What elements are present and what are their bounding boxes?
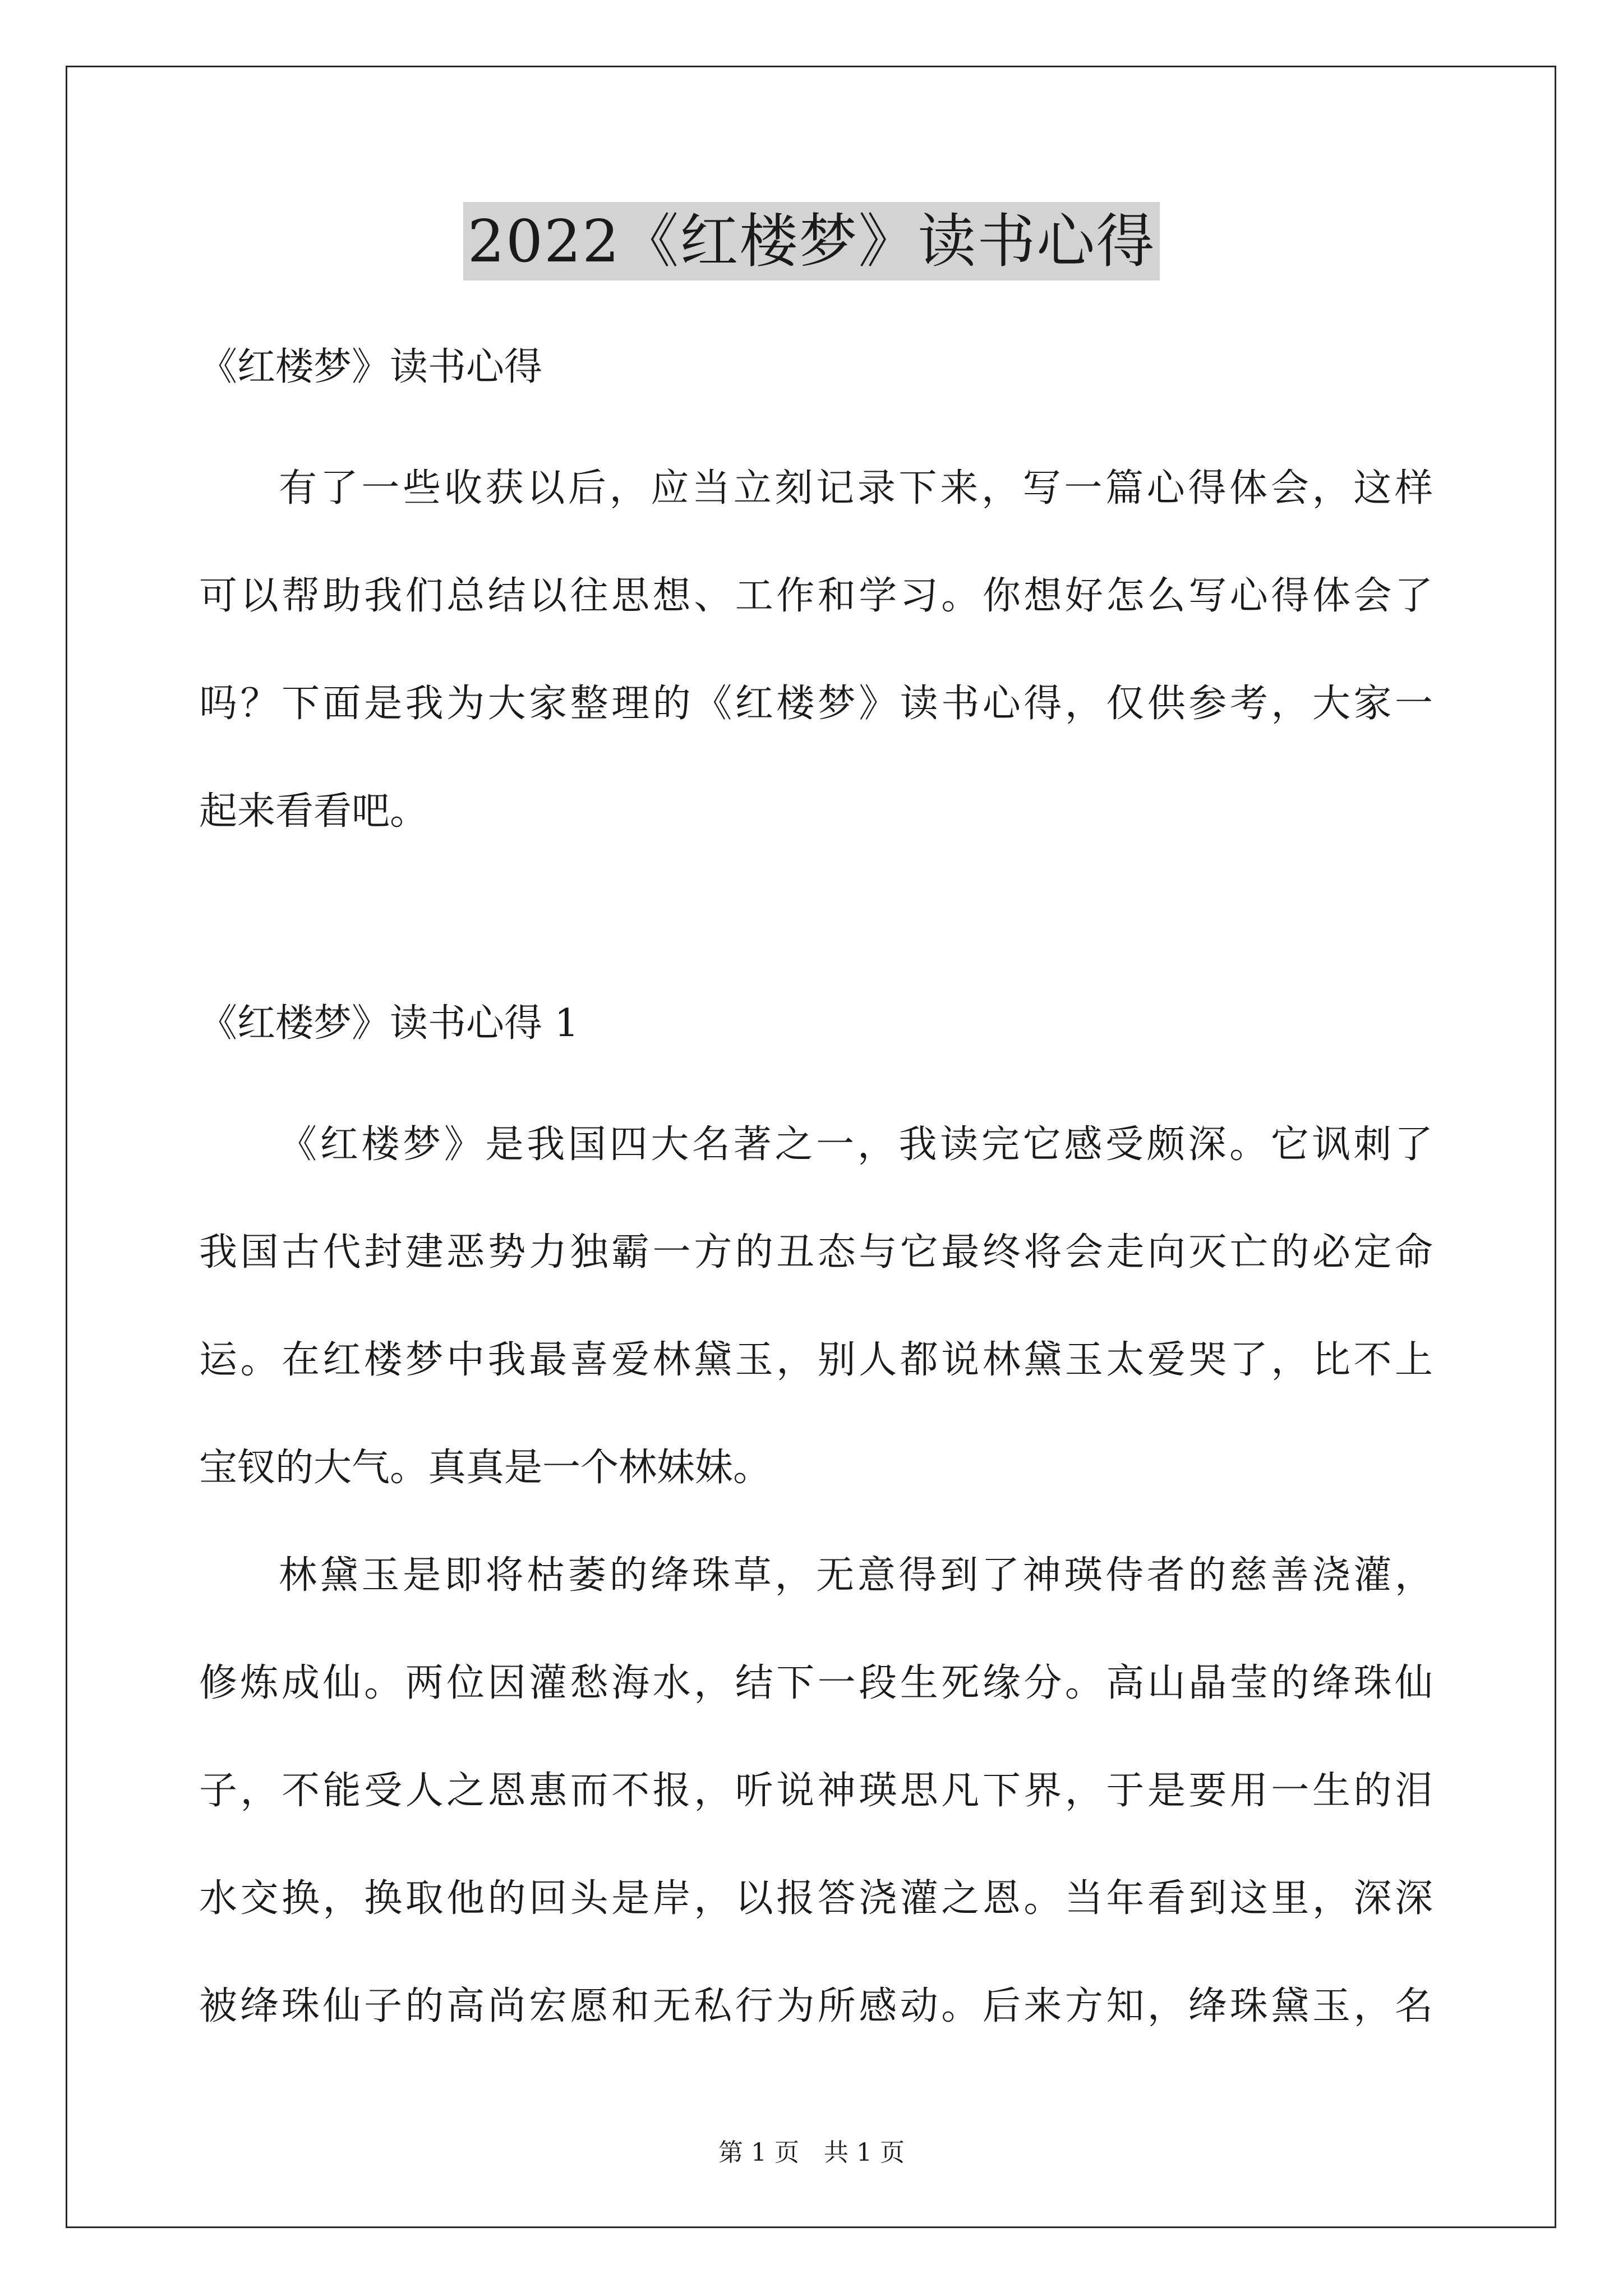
paragraph-line: 吗？下面是我为大家整理的《红楼梦》读书心得，仅供参考，大家一 xyxy=(199,682,1433,726)
paragraph-line: 被绛珠仙子的高尚宏愿和无私行为所感动。后来方知，绛珠黛玉，名 xyxy=(199,1984,1433,2028)
section-heading: 《红楼梦》读书心得 1 xyxy=(199,1001,579,1046)
paragraph-2 xyxy=(199,1522,1433,2060)
paragraph-line: 我国古代封建恶势力独霸一方的丑态与它最终将会走向灭亡的必定命 xyxy=(199,1230,1433,1274)
intro-heading: 《红楼梦》读书心得 xyxy=(199,345,543,389)
paragraph-line: 林黛玉是即将枯萎的绛珠草，无意得到了神瑛侍者的慈善浇灌， xyxy=(279,1553,1433,1598)
page-footer: 第 1 页 共 1 页 xyxy=(718,2138,905,2167)
title-container xyxy=(0,202,1623,280)
paragraph-line: 修炼成仙。两位因灌愁海水，结下一段生死缘分。高山晶莹的绛珠仙 xyxy=(199,1661,1433,1705)
paragraph-line: 起来看看吧。 xyxy=(199,789,428,834)
paragraph-line: 可以帮助我们总结以往思想、工作和学习。你想好怎么写心得体会了 xyxy=(199,574,1433,618)
paragraph-line: 水交换，换取他的回头是岸，以报答浇灌之恩。当年看到这里，深深 xyxy=(199,1876,1433,1921)
intro-paragraph xyxy=(199,435,1433,866)
section-heading-block xyxy=(199,1001,1433,1046)
paragraph-1 xyxy=(199,1091,1433,1522)
document-title: 2022《红楼梦》读书心得 xyxy=(463,202,1160,280)
paragraph-line: 宝钗的大气。真真是一个林妹妹。 xyxy=(199,1446,772,1490)
paragraph-line: 《红楼梦》是我国四大名著之一，我读完它感受颇深。它讽刺了 xyxy=(279,1122,1433,1167)
paragraph-line: 子，不能受人之恩惠而不报，听说神瑛思凡下界，于是要用一生的泪 xyxy=(199,1769,1433,1813)
paragraph-line: 有了一些收获以后，应当立刻记录下来，写一篇心得体会，这样 xyxy=(279,466,1433,510)
intro-heading-block xyxy=(199,345,1433,390)
paragraph-line: 运。在红楼梦中我最喜爱林黛玉，别人都说林黛玉太爱哭了，比不上 xyxy=(199,1338,1433,1382)
